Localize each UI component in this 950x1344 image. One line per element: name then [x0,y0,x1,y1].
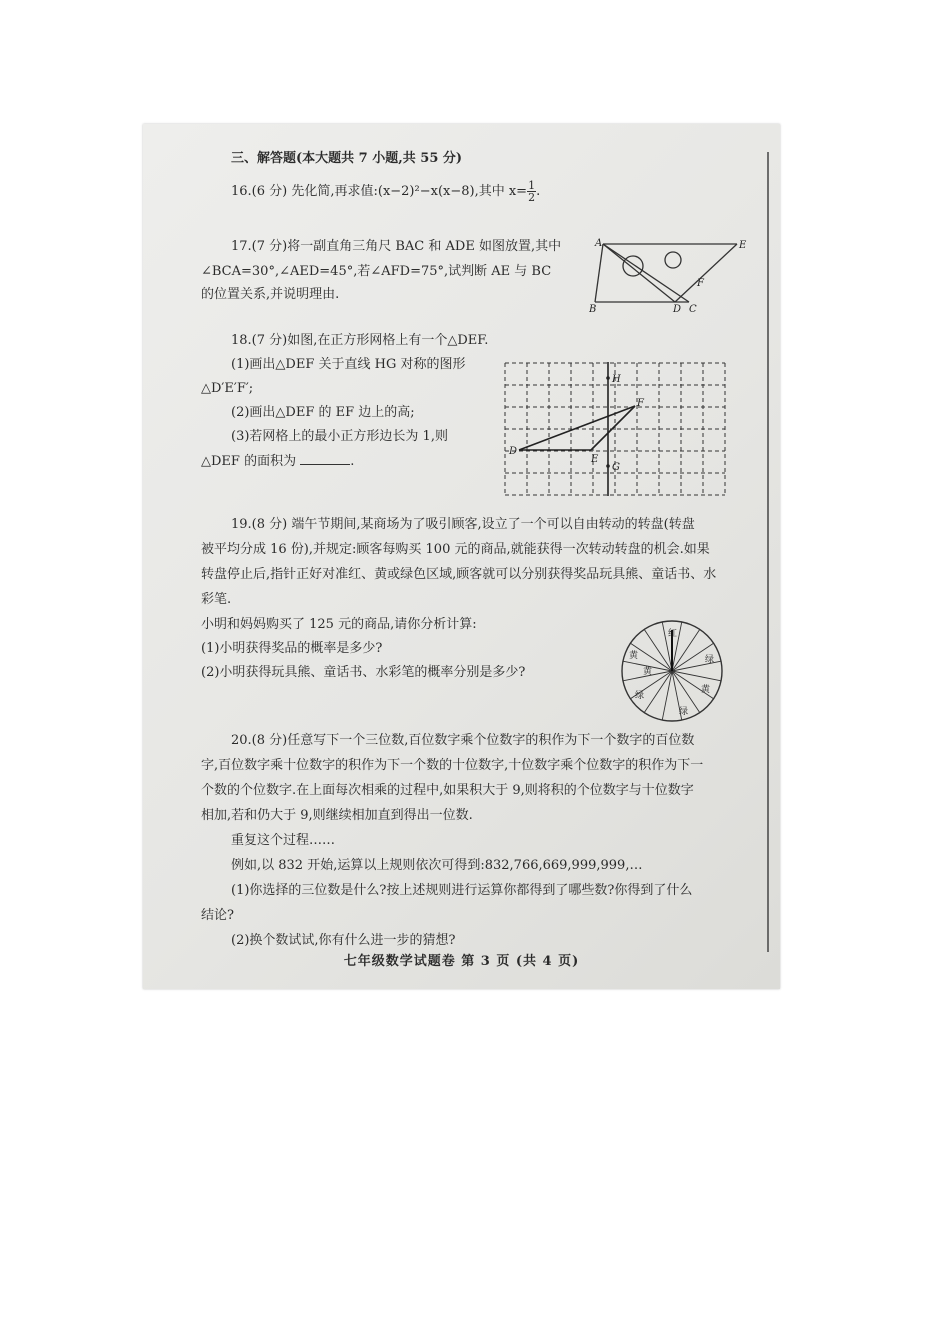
set-square-hole-2 [665,252,681,268]
label-f: F [697,278,704,289]
wheel-label-green-2: 绿 [635,691,645,701]
q18-suffix: . [350,454,355,469]
grid-label-f: F [637,398,644,409]
section-title: 三、解答题(本大题共 7 小题,共 55 分) [231,151,463,166]
q19-line2: 被平均分成 16 份),并规定:顾客每购买 100 元的商品,就能获得一次转动转盘的机会.如果 [201,542,710,557]
q18-area-label: △DEF 的面积为 [201,454,297,469]
q20-line6: 例如,以 832 开始,运算以上规则依次可得到:832,766,669,999,999,… [231,858,643,873]
q19-line5: 小明和妈妈购买了 125 元的商品,请你分析计算: [201,617,477,632]
label-d: D [673,304,682,312]
q17-triangles-figure [589,236,749,312]
edge-ed [675,244,737,302]
q18-line2: (1)画出△DEF 关于直线 HG 对称的图形 [231,357,466,372]
q18-grid-figure [503,362,729,496]
wheel-label-yellow-1: 黄 [629,651,639,661]
q17-line3: 的位置关系,并说明理由. [201,287,340,302]
q20-line7: (1)你选择的三位数是什么?按上述规则进行运算你都得到了哪些数?你得到了什么 [231,883,693,898]
page-footer: 七年级数学试题卷 第 3 页 (共 4 页) [343,954,580,969]
wheel-label-yellow-3: 黄 [701,685,711,695]
q18-line3: △D′E′F′; [201,381,254,396]
q20-line2: 字,百位数字乘十位数字的积作为下一个数的十位数字,十位数字乘个位数字的积作为下一 [201,758,704,773]
edge-ad [603,244,675,302]
grid-label-d: D [509,446,518,457]
wheel-label-red: 红 [668,629,678,639]
q20-line3: 个数的个位数字.在上面每次相乘的过程中,如果积大于 9,则将积的个位数字与十位数字 [201,783,694,798]
q19-line7: (2)小明获得玩具熊、童话书、水彩笔的概率分别是多少? [201,665,526,680]
q19-spinner-wheel [619,618,725,724]
point-h [606,376,610,380]
q18-line1: 18.(7 分)如图,在正方形网格上有一个△DEF. [231,333,489,348]
scanned-exam-page [143,124,780,989]
q17-line1: 17.(7 分)将一副直角三角尺 BAC 和 ADE 如图放置,其中 [231,239,562,254]
wheel-label-green-3: 绿 [679,707,689,717]
margin-line [767,152,769,952]
q19-line3: 转盘停止后,指针正好对准红、黄或绿色区域,顾客就可以分别获得奖品玩具熊、童话书、水 [201,567,717,582]
wheel-label-yellow-2: 黄 [643,667,653,677]
wheel-label-green-1: 绿 [705,655,715,665]
label-b: B [589,304,597,312]
set-square-hole-1 [623,256,643,276]
label-e: E [739,240,747,251]
label-c: C [689,304,697,312]
grid-label-e: E [591,454,599,465]
edge-ab [595,244,603,302]
q18-line6 [201,452,354,470]
label-a: A [595,238,603,249]
q20-line8: 结论? [201,908,234,923]
grid-label-h: H [612,374,621,385]
q18-answer-blank [300,452,350,465]
q17-line2: ∠BCA=30°,∠AED=45°,若∠AFD=75°,试判断 AE 与 BC [201,264,552,279]
q18-line4: (2)画出△DEF 的 EF 边上的高; [231,405,415,420]
edge-ef [591,406,635,450]
q19-line1: 19.(8 分) 端午节期间,某商场为了吸引顾客,设立了一个可以自由转动的转盘(转盘 [231,517,695,532]
q20-line4: 相加,若和仍大于 9,则继续相加直到得出一位数. [201,808,473,823]
edge-df [519,406,635,450]
q18-line5: (3)若网格上的最小正方形边长为 1,则 [231,429,448,444]
q16-text: 16.(6 分) 先化简,再求值:(x−2)²−x(x−8),其中 x= [231,184,528,199]
q20-line9: (2)换个数试试,你有什么进一步的猜想? [231,933,456,948]
q16-suffix: . [536,184,541,199]
q20-line1: 20.(8 分)任意写下一个三位数,百位数字乘个位数字的积作为下一个数字的百位数 [231,733,695,748]
q16-frac-num: 1 [528,179,536,192]
q16-fraction [527,180,536,203]
question-16 [231,180,540,203]
q19-line6: (1)小明获得奖品的概率是多少? [201,641,383,656]
grid-label-g: G [612,462,620,473]
q19-line4: 彩笔. [201,592,232,607]
q16-frac-den: 2 [528,191,536,204]
q20-line5: 重复这个过程…… [231,833,336,848]
point-g [606,464,610,468]
